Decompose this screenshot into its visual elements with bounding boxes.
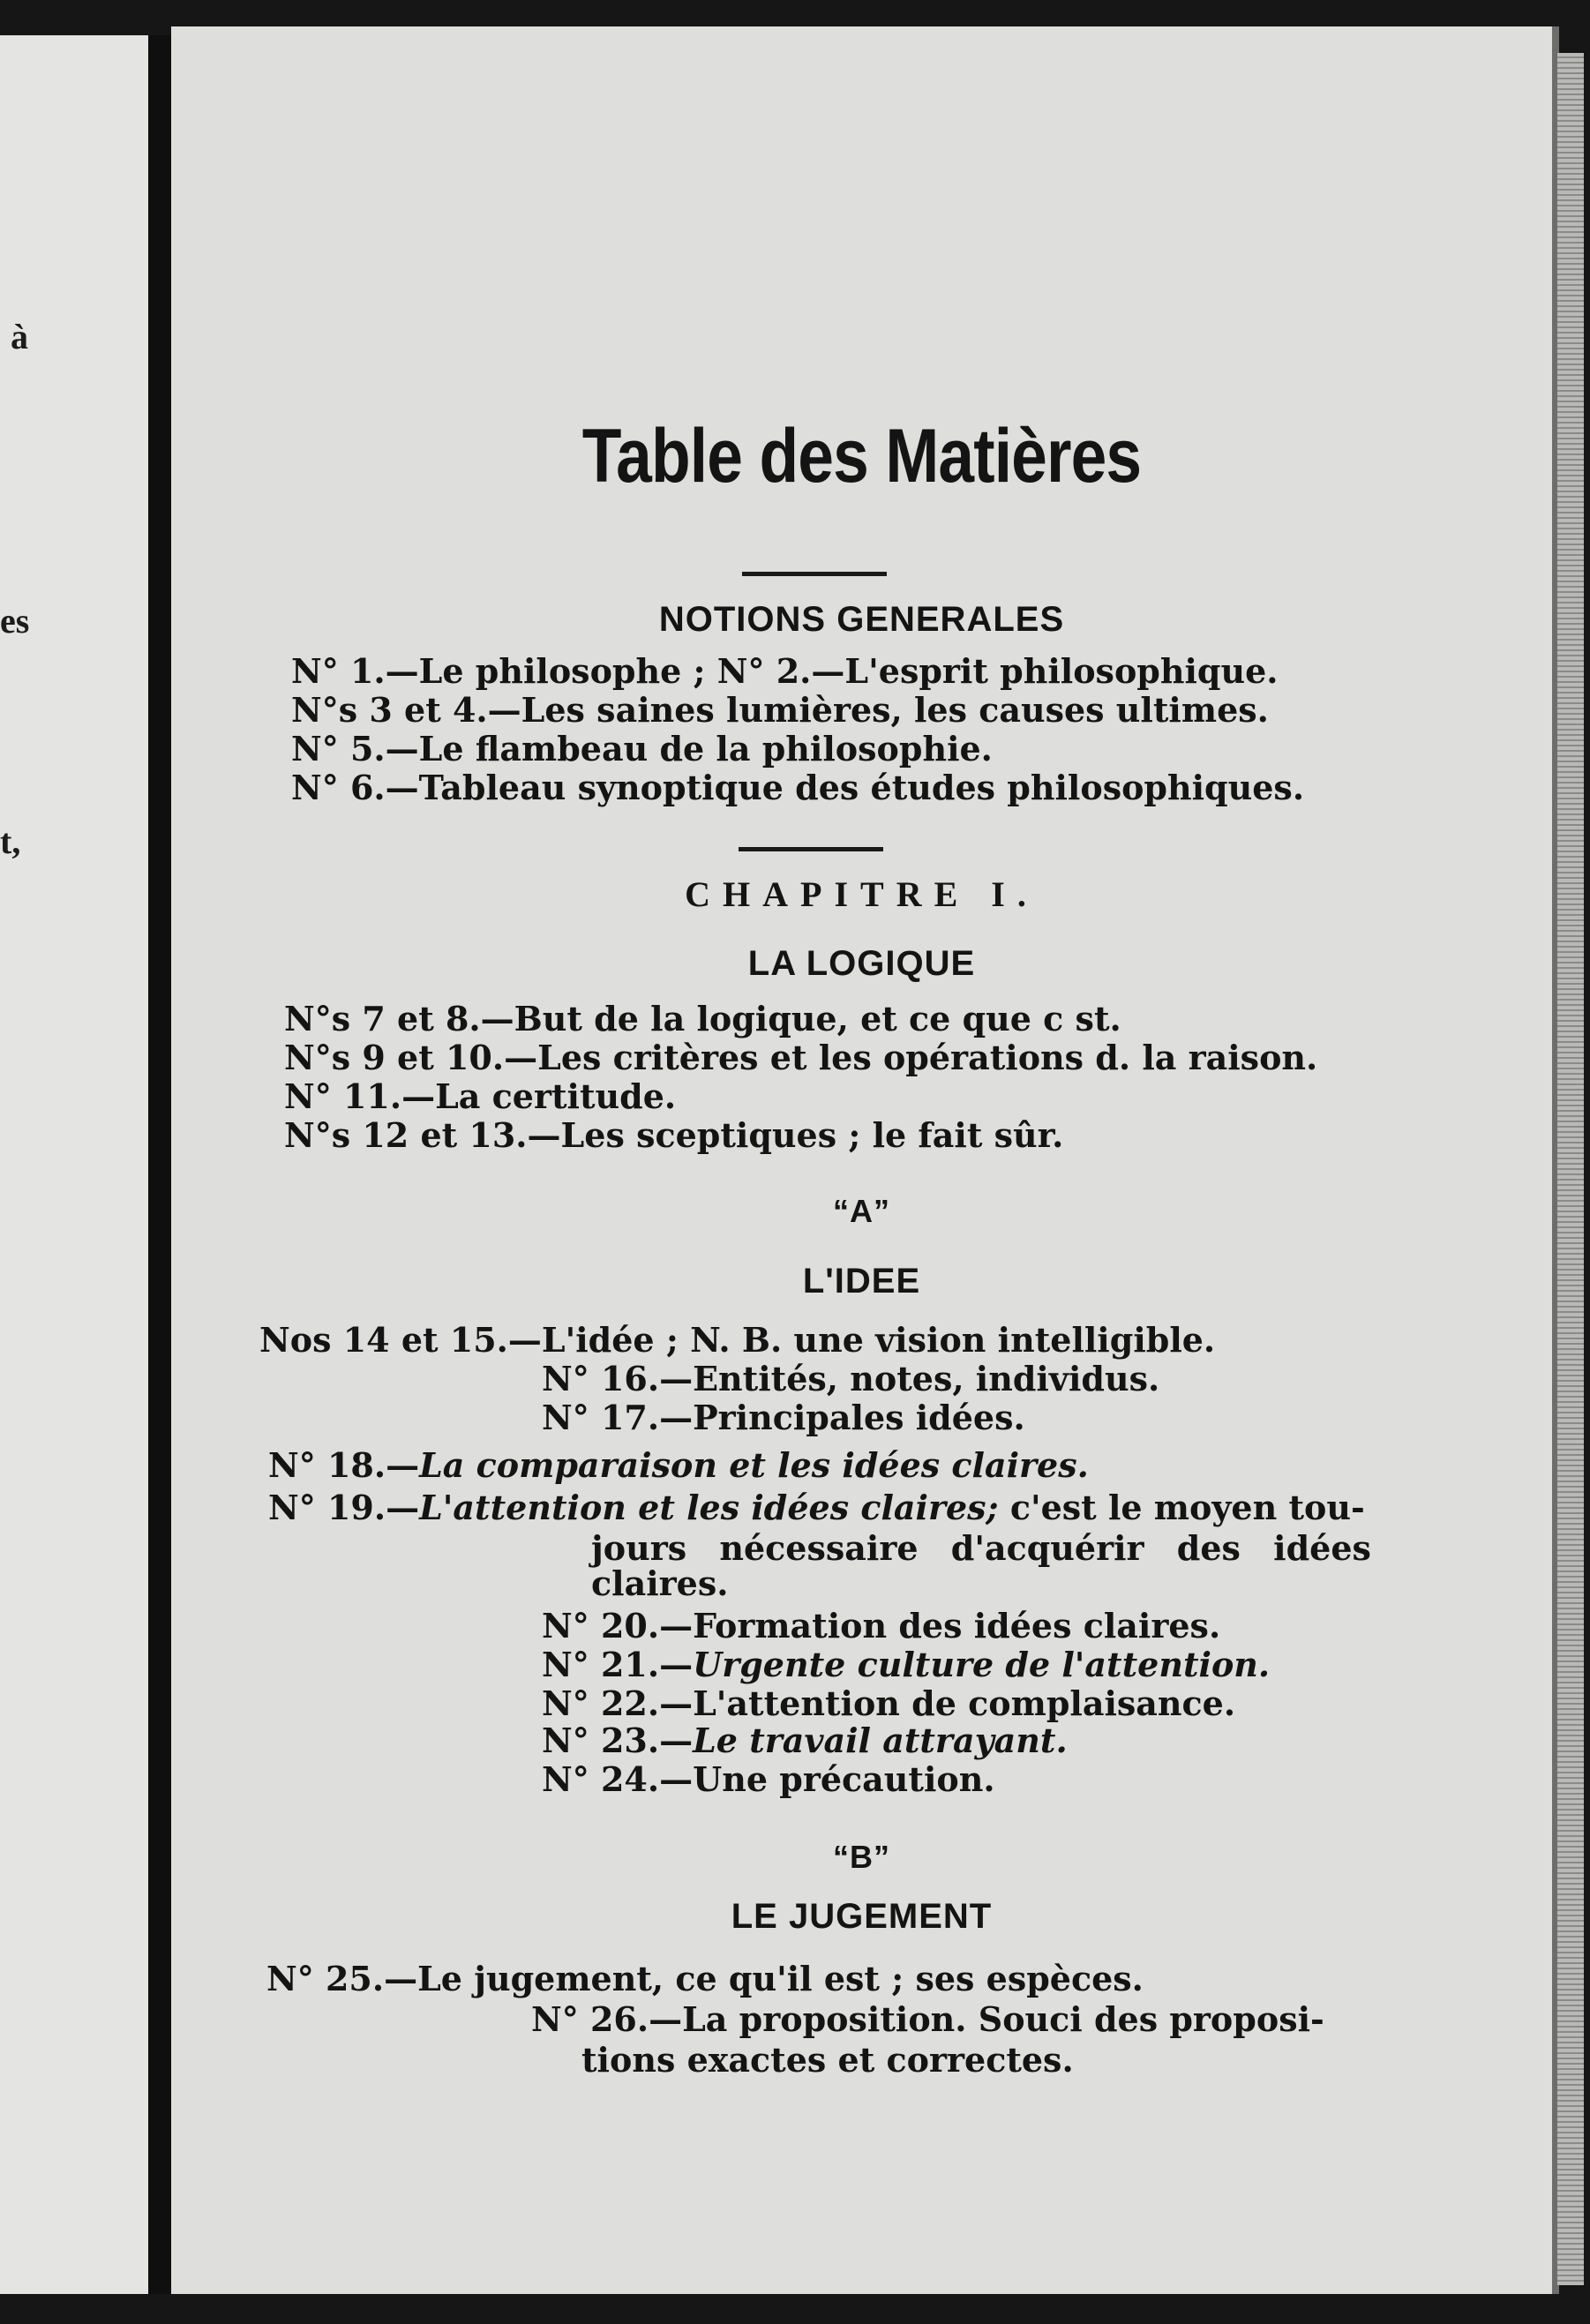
section-heading: L'IDEE xyxy=(802,1262,921,1301)
toc-entry: N° 22.—L'attention de complaisance. xyxy=(542,1683,1236,1723)
page-edge xyxy=(1557,53,1584,2285)
toc-entry: N°s 9 et 10.—Les critères et les opérations d. la raison. xyxy=(284,1038,1318,1077)
chapter-heading: CHAPITRE I. xyxy=(685,874,1039,914)
toc-entry: N° 19.—L'attention et les idées claires; c'est le moyen tou- xyxy=(268,1488,1365,1527)
toc-entry: N° 21.—Urgente culture de l'attention. xyxy=(542,1645,1271,1684)
toc-entry: N° 17.—Principales idées. xyxy=(542,1398,1025,1437)
book-gutter xyxy=(148,35,171,2294)
toc-entry: N°s 3 et 4.—Les saines lumières, les causes ultimes. xyxy=(291,690,1269,730)
toc-entry: N° 26.—La proposition. Souci des proposi- xyxy=(531,1999,1324,2039)
toc-entry: N° 1.—Le philosophe ; N° 2.—L'esprit philosophique. xyxy=(291,651,1279,691)
toc-entry: N° 11.—La certitude. xyxy=(284,1076,677,1116)
toc-entry: N° 6.—Tableau synoptique des études philosophiques. xyxy=(291,768,1305,807)
toc-entry-continuation: jours nécessaire d'acquérir des idées xyxy=(591,1528,1371,1568)
section-heading: NOTIONS GENERALES xyxy=(658,600,1065,639)
page-title: Table des Matières xyxy=(581,414,1142,499)
margin-fragment: es xyxy=(0,601,30,641)
toc-entry: N°s 12 et 13.—Les sceptiques ; le fait sûr. xyxy=(284,1115,1064,1155)
subsection-marker: “B” xyxy=(833,1839,890,1875)
toc-entry: N° 20.—Formation des idées claires. xyxy=(542,1606,1221,1646)
toc-entry-continuation: claires. xyxy=(591,1563,729,1603)
margin-fragment: t, xyxy=(0,821,21,861)
document-page xyxy=(171,26,1559,2294)
toc-entry: N° 24.—Une précaution. xyxy=(542,1759,995,1799)
subsection-marker: “A” xyxy=(833,1193,890,1229)
toc-entry: N° 23.—Le travail attrayant. xyxy=(542,1721,1068,1760)
toc-entry: N° 16.—Entités, notes, individus. xyxy=(542,1359,1160,1398)
facing-page-fragment xyxy=(0,35,148,2294)
divider xyxy=(742,572,887,576)
toc-entry: N° 5.—Le flambeau de la philosophie. xyxy=(291,729,993,768)
divider xyxy=(739,847,883,851)
margin-fragment: à xyxy=(11,317,28,356)
toc-entry: Nos 14 et 15.—L'idée ; N. B. une vision intelligible. xyxy=(259,1320,1216,1360)
section-heading: LA LOGIQUE xyxy=(747,944,976,983)
toc-entry: N° 18.—La comparaison et les idées claires. xyxy=(268,1445,1089,1485)
toc-entry-continuation: tions exactes et correctes. xyxy=(581,2040,1074,2080)
toc-entry: N°s 7 et 8.—But de la logique, et ce que c st. xyxy=(284,999,1121,1038)
toc-entry: N° 25.—Le jugement, ce qu'il est ; ses espèces. xyxy=(266,1959,1144,1998)
section-heading: LE JUGEMENT xyxy=(731,1897,993,1936)
